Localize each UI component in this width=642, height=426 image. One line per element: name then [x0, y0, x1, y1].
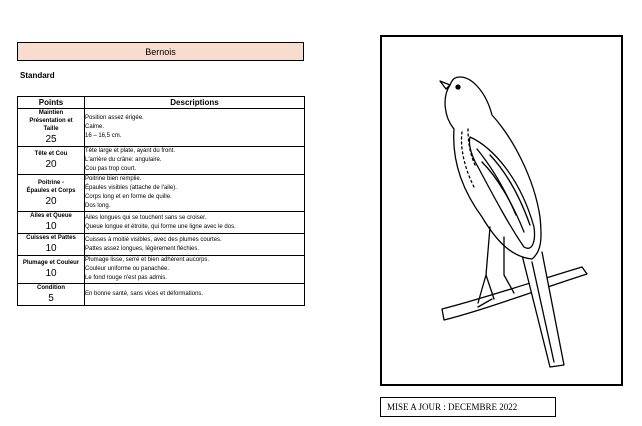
description-line: En bonne santé, sans vices et déformations.: [85, 291, 204, 297]
points-value: 10: [45, 268, 57, 279]
description-line: Le fond rouge n'est pas admis.: [85, 275, 167, 281]
bird-leg: [478, 227, 494, 303]
table-row: [18, 234, 305, 256]
criterion-label: Maintien: [38, 110, 64, 116]
description-cell: [85, 175, 305, 212]
description-line: Pattes assez longues, légèrement fléchies.: [85, 245, 200, 252]
description-cell: [85, 212, 305, 234]
description-line: Ailes longues qui se touchent sans se croiser.: [85, 214, 207, 221]
description-line: Épaules visibles (attache de l'aile).: [85, 185, 177, 191]
bird-eye: [456, 85, 460, 89]
points-cell: [18, 175, 85, 212]
table-row: [18, 212, 305, 234]
description-line: Cuisses à moitié visibles, avec des plumes courtes.: [85, 236, 222, 243]
table-body: [18, 109, 305, 306]
points-value: 20: [45, 195, 57, 207]
criterion-label: Poitrine -: [37, 179, 64, 186]
update-date-text: MISE A JOUR : DECEMBRE 2022: [387, 402, 518, 412]
table-row: [18, 284, 305, 306]
bird-body: [445, 77, 541, 259]
description-line: Corps long et en forme de quille.: [85, 194, 172, 200]
description-line: Plumage lisse, serré et bien adhérent aucorps.: [85, 257, 210, 263]
criterion-label: Épaules et Corps: [26, 187, 76, 194]
illustration-frame: [380, 35, 623, 386]
points-value: 20: [45, 159, 57, 170]
table-row: [18, 147, 305, 175]
points-value: 10: [45, 243, 57, 254]
description-line: Dos long.: [85, 203, 111, 209]
description-line: Poitrine bien remplie.: [85, 176, 142, 182]
description-line: 16 – 16,5 cm.: [85, 133, 122, 139]
description-line: Position assez érigée.: [85, 115, 144, 121]
column-header-points: Points: [18, 97, 85, 109]
criterion-label: Cuisses et Pattes: [26, 235, 76, 241]
criterion-label: Taille: [43, 126, 59, 132]
criterion-label: Tête et Cou: [34, 151, 68, 157]
description-cell: [85, 109, 305, 147]
table-row: [18, 175, 305, 212]
breed-title: Bernois: [145, 46, 176, 57]
criterion-label: Ailes et Queue: [30, 213, 72, 219]
description-line: Couleur uniforme ou panachée.: [85, 266, 170, 272]
points-cell: [18, 284, 85, 306]
table-row: [18, 256, 305, 284]
description-cell: [85, 234, 305, 256]
description-cell: [85, 147, 305, 175]
points-cell: [18, 147, 85, 175]
standard-label: Standard: [20, 71, 55, 80]
points-value: 5: [48, 293, 54, 304]
table-header-row: [18, 97, 305, 109]
criterion-label: Condition: [37, 285, 65, 291]
update-date-box: [380, 397, 556, 417]
description-line: Tête large et plate, ayant du front.: [85, 148, 176, 154]
description-line: Queue longue et étroite, qui forme une ligne avec le dos.: [85, 223, 236, 230]
description-cell: [85, 284, 305, 306]
points-cell: [18, 212, 85, 234]
description-line: Cou pas trop court.: [85, 166, 137, 172]
points-value: 25: [45, 134, 57, 145]
column-header-descriptions: Descriptions: [85, 97, 305, 109]
criterion-label: Plumage et Couleur: [22, 260, 80, 266]
criterion-label: Présentation et: [29, 118, 73, 124]
points-value: 10: [45, 221, 57, 232]
points-cell: [18, 256, 85, 284]
perch-branch: [442, 267, 587, 320]
points-cell: [18, 234, 85, 256]
canary-illustration: [382, 37, 621, 384]
standard-table: [17, 96, 305, 306]
description-line: Calme.: [85, 124, 105, 130]
table-row: [18, 109, 305, 147]
description-line: L'arrière du crâne: angulaire.: [85, 157, 162, 163]
description-cell: [85, 256, 305, 284]
standard-title-bar: [17, 42, 304, 61]
points-cell: [18, 109, 85, 147]
